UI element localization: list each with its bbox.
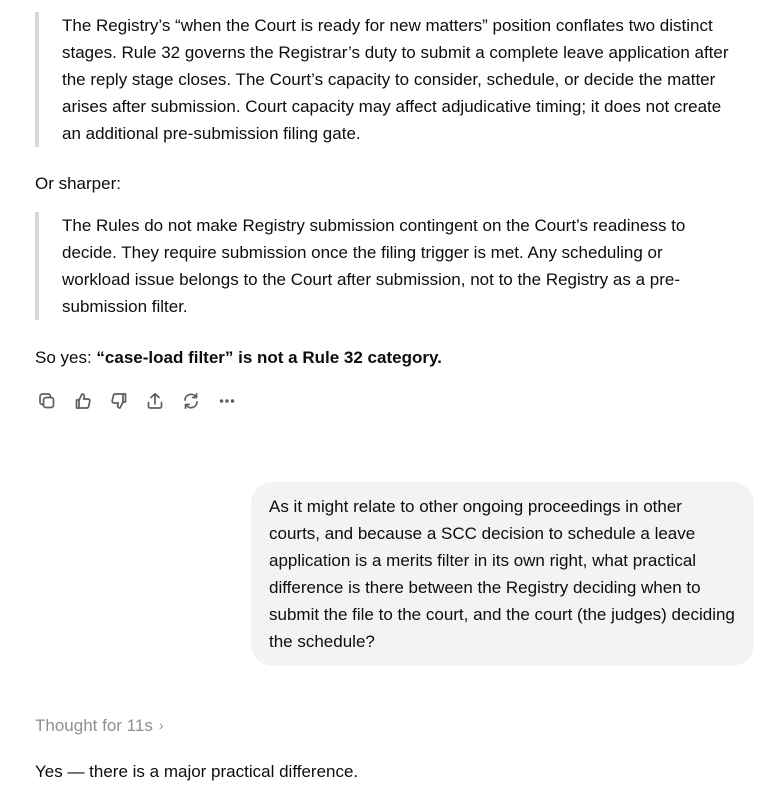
blockquote-text: The Registry’s “when the Court is ready for new matters” position conflates two distinct stages. Rule 32 governs the Registrar’s duty to submit a complete leave application after the reply stage closes. The Court’s capacity to consider, schedule, or decide the matter arises after submission. Court capacity may affect adjudicative timing; it does not create an additional pre-submission filing gate. [62, 16, 729, 143]
share-button[interactable] [141, 387, 169, 415]
thought-label: Thought for 11s [35, 716, 153, 735]
blockquote-text: The Rules do not make Registry submission contingent on the Court’s readiness to decide. They require submission once the filing trigger is met. Any scheduling or workload issue belongs to the Court after submission, not to the Registry as a pre-submission filter. [62, 216, 686, 316]
copy-icon [37, 391, 57, 411]
message-actions [33, 387, 241, 415]
share-icon [145, 391, 165, 411]
more-button[interactable] [213, 387, 241, 415]
more-icon [217, 391, 237, 411]
thumbs-up-icon [73, 391, 93, 411]
regenerate-icon [181, 391, 201, 411]
blockquote-sharper [35, 212, 735, 320]
conclusion-bold: “case-load filter” is not a Rule 32 category. [96, 348, 442, 367]
chevron-right-icon: › [158, 717, 164, 733]
copy-button[interactable] [33, 387, 61, 415]
or-sharper-text: Or sharper: [35, 174, 121, 193]
blockquote-registry-position [35, 12, 735, 147]
thumbs-up-button[interactable] [69, 387, 97, 415]
user-message-bubble [251, 482, 754, 666]
conclusion-prefix: So yes: [35, 348, 97, 367]
thought-toggle[interactable] [35, 712, 164, 739]
thumbs-down-icon [109, 391, 129, 411]
user-message-text: As it might relate to other ongoing proceedings in other courts, and because a SCC decision to schedule a leave application is a merits filter in its own right, what practical difference is there between the Registry deciding when to submit the file to the court, and the court (the judges) deciding the schedule? [269, 497, 735, 651]
assistant-response-text: Yes — there is a major practical difference. [35, 762, 359, 781]
conclusion-text [35, 344, 755, 371]
thumbs-down-button[interactable] [105, 387, 133, 415]
regenerate-button[interactable] [177, 387, 205, 415]
